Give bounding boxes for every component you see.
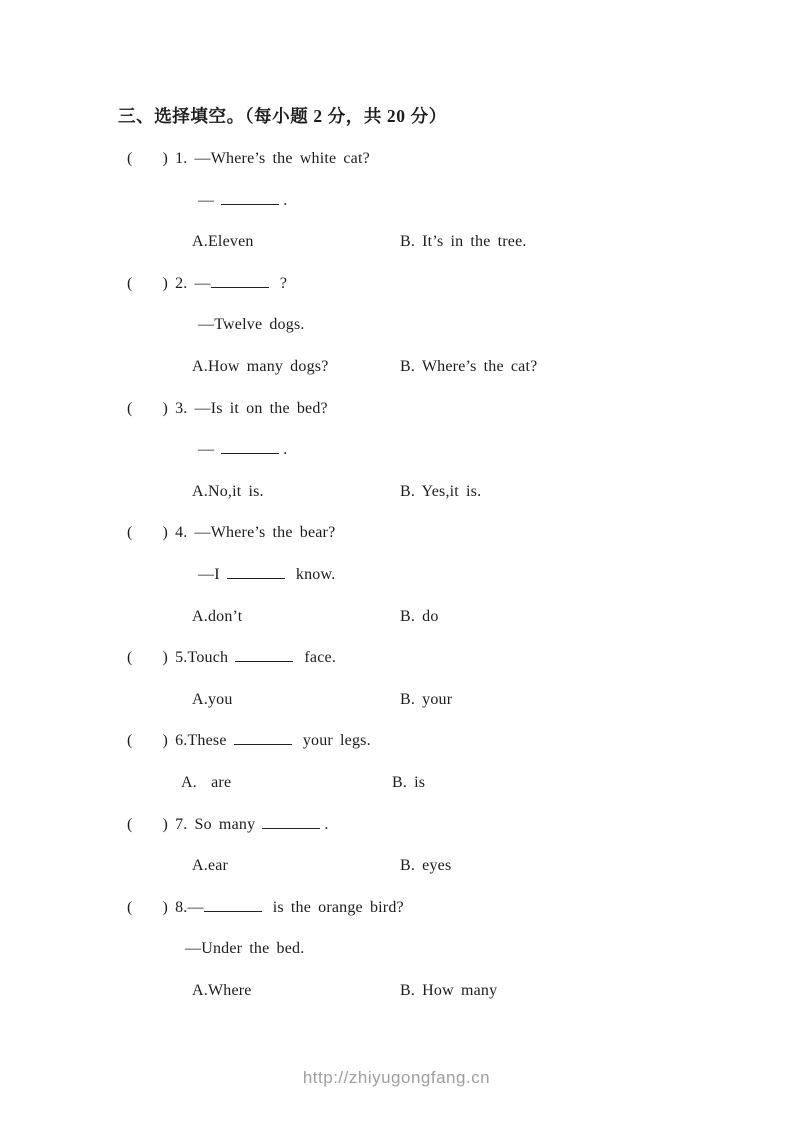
blank-line: [204, 895, 262, 912]
question-text-post: .: [324, 815, 329, 833]
option-b: B. Where’s the cat?: [400, 357, 538, 375]
options-row: [0, 596, 793, 638]
answer-text-pre: —: [198, 191, 222, 209]
question-line: [0, 388, 793, 430]
option-b: B. It’s in the tree.: [400, 233, 527, 251]
question-text: 2. —: [175, 274, 211, 292]
paren-open: (: [127, 732, 133, 750]
option-b: B. How many: [400, 981, 498, 999]
question-text: 8.—: [175, 898, 204, 916]
answer-line: [0, 554, 793, 596]
answer-text-post: .: [283, 441, 288, 459]
paren-close: ): [162, 399, 169, 417]
paren-open: (: [127, 274, 133, 292]
question-text-post: face.: [297, 649, 337, 667]
option-a: A.No,it is.: [192, 482, 264, 500]
option-b: B. is: [392, 773, 426, 791]
options-row: [0, 679, 793, 721]
question-line: [0, 637, 793, 679]
paren-open: (: [127, 150, 133, 167]
paren-close: ): [162, 649, 169, 667]
question-line: [0, 887, 793, 929]
question-block-4: [0, 512, 793, 637]
question-text-post: is the orange bird?: [265, 898, 404, 916]
option-b: B. eyes: [400, 857, 452, 875]
question-text: 4. —Where’s the bear?: [175, 524, 336, 542]
option-b: B. your: [400, 690, 453, 708]
answer-text: —Under the bed.: [185, 940, 305, 958]
question-text: 1. —Where’s the white cat?: [175, 150, 370, 167]
answer-text-post: know.: [288, 565, 336, 583]
paren-open: (: [127, 898, 133, 916]
answer-text-post: .: [283, 191, 288, 209]
paren-close: ): [162, 732, 169, 750]
answer-text: —Twelve dogs.: [198, 316, 305, 334]
paren-close: ): [162, 815, 169, 833]
answer-text-pre: —I: [198, 565, 227, 583]
option-a: A.ear: [192, 857, 229, 875]
blank-line: [234, 728, 292, 745]
answer-line: [0, 928, 793, 970]
blank-line: [221, 188, 279, 205]
question-text: 3. —Is it on the bed?: [175, 399, 328, 417]
question-block-2: [0, 263, 793, 388]
answer-text-pre: —: [198, 441, 222, 459]
question-line: [0, 804, 793, 846]
option-a: A. are: [181, 773, 232, 791]
question-text: 6.These: [175, 732, 234, 750]
paren-open: (: [127, 649, 133, 667]
answer-line: [0, 180, 793, 222]
option-a: A.How many dogs?: [192, 357, 329, 375]
option-a: A.Where: [192, 981, 252, 999]
section-title: 三、选择填空。（每小题 2 分，共 20 分）: [118, 106, 447, 126]
question-line: [0, 263, 793, 305]
question-text: 5.Touch: [175, 649, 236, 667]
question-text: 7. So many: [175, 815, 263, 833]
paren-close: ): [162, 898, 169, 916]
blank-line: [227, 562, 285, 579]
blank-line: [235, 645, 293, 662]
options-row: [0, 845, 793, 887]
footer-url: http://zhiyugongfang.cn: [302, 1068, 491, 1087]
paren-open: (: [127, 399, 133, 417]
question-block-6: [0, 720, 793, 803]
paren-open: (: [127, 815, 133, 833]
blank-line: [221, 437, 279, 454]
blank-line: [262, 812, 320, 829]
answer-line: [0, 429, 793, 471]
paren-close: ): [162, 150, 169, 167]
option-b: B. do: [400, 607, 439, 625]
option-a: A.you: [192, 690, 233, 708]
paren-close: ): [162, 274, 169, 292]
paren-open: (: [127, 524, 133, 542]
options-row: [0, 221, 793, 263]
question-block-8: [0, 887, 793, 1012]
question-block-5: [0, 637, 793, 720]
option-a: A.Eleven: [192, 233, 254, 251]
question-line: [0, 720, 793, 762]
question-block-1: [0, 138, 793, 263]
question-line: [0, 138, 793, 180]
question-block-7: [0, 804, 793, 887]
paren-close: ): [162, 524, 169, 542]
question-text-post: ?: [272, 274, 288, 292]
question-line: [0, 512, 793, 554]
blank-line: [211, 271, 269, 288]
options-row: [0, 970, 793, 1012]
options-row: [0, 346, 793, 388]
question-block-3: [0, 388, 793, 513]
options-row: [0, 471, 793, 513]
option-a: A.don’t: [192, 607, 243, 625]
answer-line: [0, 304, 793, 346]
questions-area: [0, 138, 793, 1011]
option-b: B. Yes,it is.: [400, 482, 482, 500]
options-row: [0, 762, 793, 804]
question-text-post: your legs.: [295, 732, 371, 750]
